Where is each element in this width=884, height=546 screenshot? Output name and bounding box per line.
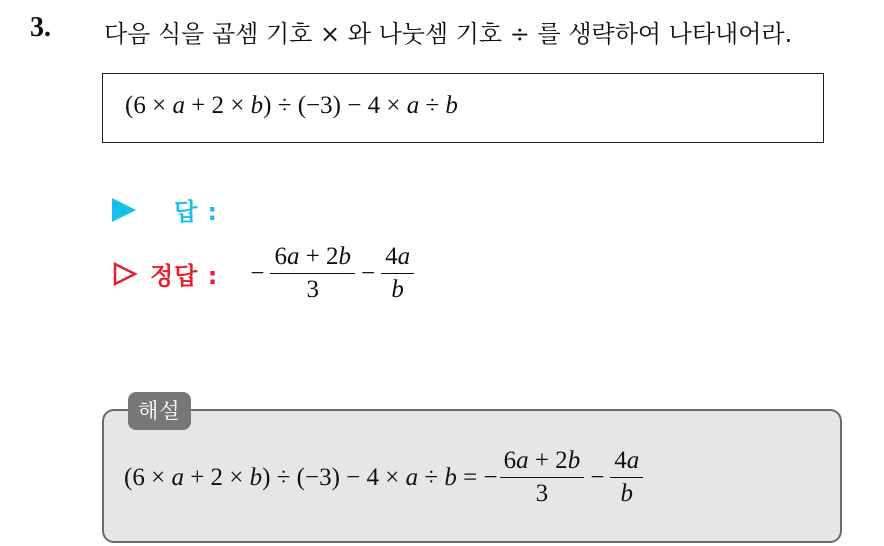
expr-token: b <box>250 92 264 119</box>
expr-token: + <box>191 92 206 119</box>
fraction-denominator: b <box>391 276 404 304</box>
expr-token: ÷ <box>277 92 292 119</box>
fraction-numerator: 6a + 2b <box>270 244 355 274</box>
answer-label: 답 : <box>174 198 219 226</box>
question-text-part3: 를 생략하여 나타내어라. <box>537 20 793 48</box>
fraction <box>500 448 585 508</box>
fraction-numerator: 4a <box>610 448 643 478</box>
expr-token: b <box>445 92 458 119</box>
expression-box <box>102 73 824 143</box>
expr-token: − <box>347 92 362 119</box>
fraction-denominator: b <box>620 480 634 508</box>
solution-lhs: (6 × a + 2 × b) ÷ (−3) − 4 × a ÷ b = − <box>124 463 498 491</box>
fraction-denominator: 3 <box>535 480 549 508</box>
expr-token: a <box>172 92 185 119</box>
expr-token: a <box>406 92 420 119</box>
fraction <box>610 448 643 508</box>
expr-token: ÷ <box>425 92 440 119</box>
fraction <box>270 244 355 304</box>
minus-sign: − <box>590 463 605 491</box>
expr-token: 2 <box>211 92 225 119</box>
question-text-part1: 다음 식을 곱셈 기호 <box>104 20 313 48</box>
answer-row <box>112 192 218 227</box>
question-text-part2: 와 나눗셈 기호 <box>347 20 503 48</box>
expr-token: (6 <box>125 92 146 119</box>
expr-token: × <box>386 92 401 119</box>
minus-sign: − <box>250 259 265 287</box>
divide-symbol: ÷ <box>509 20 530 48</box>
fraction-denominator: 3 <box>306 276 319 304</box>
solution-tab: 해설 <box>128 392 191 430</box>
play-triangle-icon <box>112 198 136 222</box>
minus-sign: − <box>361 259 376 287</box>
fraction <box>381 244 414 304</box>
solution-math <box>124 448 645 508</box>
expr-token: × <box>230 92 245 119</box>
question-number: 3. <box>30 12 51 43</box>
fraction-numerator: 4a <box>381 244 414 274</box>
expression-math <box>125 92 458 120</box>
question-text <box>104 14 792 49</box>
outline-triangle-icon <box>112 261 138 287</box>
correct-answer-math <box>246 244 416 304</box>
expr-token: × <box>152 92 167 119</box>
correct-answer-row <box>112 244 416 304</box>
correct-answer-label: 정답 : <box>150 262 219 291</box>
expr-token: ) <box>263 92 272 119</box>
fraction-numerator: 6a + 2b <box>500 448 585 478</box>
expr-token: 4 <box>367 92 381 119</box>
times-symbol: × <box>320 20 341 48</box>
expr-token: (−3) <box>297 92 341 119</box>
